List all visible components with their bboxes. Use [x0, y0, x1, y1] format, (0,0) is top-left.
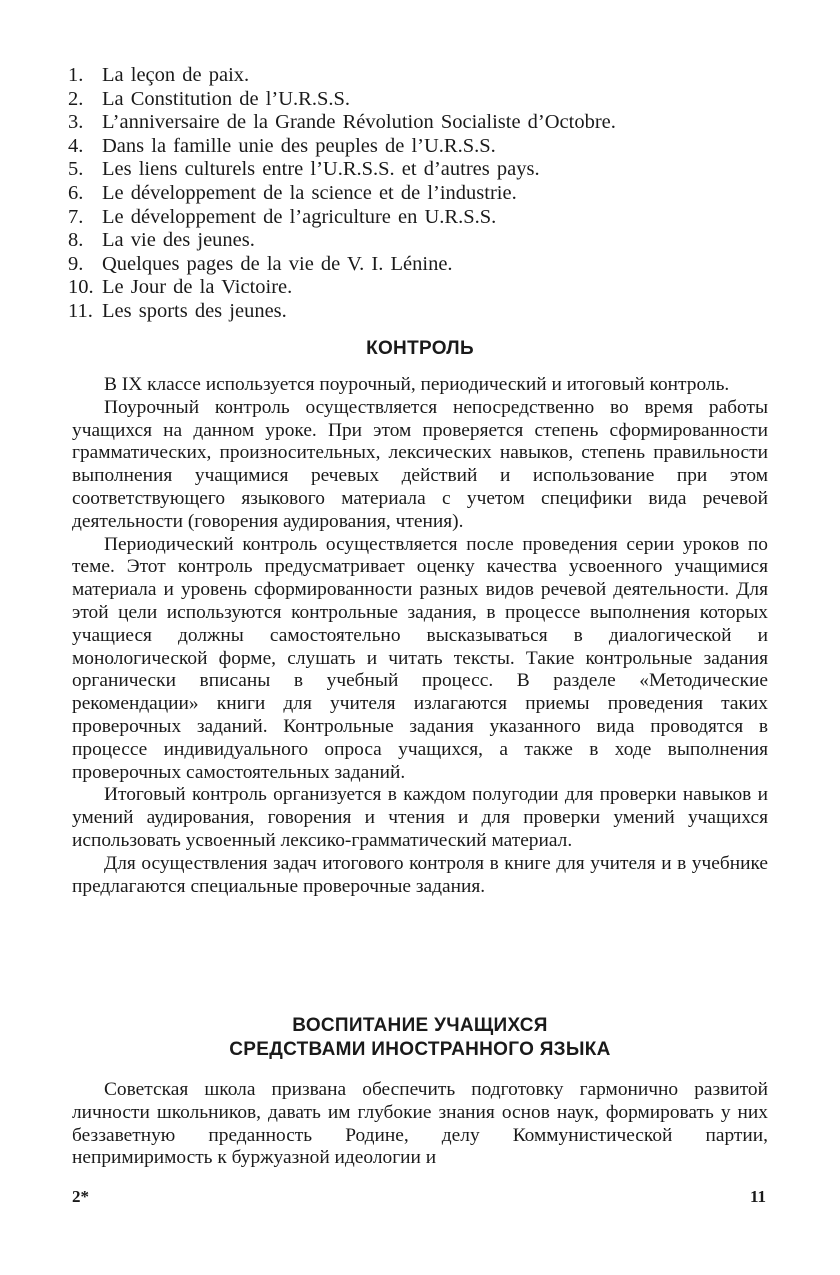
topic-item [68, 229, 768, 253]
topic-number: 11. [68, 299, 93, 322]
topic-text: L’anniversaire de la Grande Révolution Socialiste d’Octobre. [102, 111, 616, 134]
topic-text: La Constitution de l’U.R.S.S. [102, 87, 351, 110]
topic-number: 3. [68, 111, 84, 134]
topic-text: Les liens culturels entre l’U.R.S.S. et d’autres pays. [102, 158, 540, 181]
topic-item [68, 158, 768, 182]
paragraph: Итоговый контроль организуется в каждом полугодии для проверки навыков и умений аудирования, говорения и чтения и для проверки умений учащихся использовать усвоенный лексико-грамматический материал. [72, 784, 768, 851]
topic-text: Le développement de l’agriculture en U.R.S.S. [102, 205, 497, 228]
topic-list [68, 64, 768, 324]
topic-item [68, 111, 768, 135]
topic-text: Les sports des jeunes. [102, 299, 287, 322]
heading-line: СРЕДСТВАМИ ИНОСТРАННОГО ЯЗЫКА [229, 1039, 611, 1060]
topic-number: 9. [68, 252, 84, 275]
topic-text: La vie des jeunes. [102, 229, 255, 252]
paragraph: Для осуществления задач итогового контроля в книге для учителя и в учебнике предлагаются специальные проверочные задания. [72, 852, 768, 897]
topic-text: Le développement de la science et de l’industrie. [102, 181, 517, 204]
control-section-body [72, 374, 768, 898]
page-number: 11 [749, 1187, 766, 1206]
topic-number: 10. [68, 276, 94, 299]
topic-number: 7. [68, 205, 84, 228]
topic-item [68, 135, 768, 159]
topic-text: La leçon de paix. [102, 64, 250, 86]
printer-signature: 2* [72, 1187, 89, 1206]
topic-item [68, 276, 768, 300]
topic-number: 1. [68, 64, 84, 86]
topic-text: Quelques pages de la vie de V. I. Lénine. [102, 252, 453, 275]
topic-number: 4. [68, 134, 84, 157]
topic-item [68, 300, 768, 324]
paragraph: Периодический контроль осуществляется после проведения серии уроков по теме. Этот контроль предусматривает оценку качества усвоенного учащимися материала и уровень сформированности разных видов речевой деятельности. Для этой цели используются контрольные задания, в процессе выполнения которых учащиеся должны самостоятельно высказываться в диалогической и монологической форме, слушать и читать тексты. Такие контрольные задания органически вписаны в учебный процесс. В разделе «Методические рекомендации» книги для учителя излагаются приемы проведения таких проверочных заданий. Контрольные задания указанного вида проводятся в процессе индивидуального опроса учащихся, а также в ходе выполнения проверочных самостоятельных заданий. [72, 533, 768, 783]
topic-item [68, 206, 768, 230]
section-heading-control: КОНТРОЛЬ [366, 338, 474, 359]
topic-item [68, 64, 768, 88]
topic-item [68, 182, 768, 206]
topic-text: Le Jour de la Victoire. [102, 276, 293, 299]
paragraph: Советская школа призвана обеспечить подготовку гармонично развитой личности школьников, давать им глубокие знания основ наук, формировать у них беззаветную преданность Родине, делу Коммунистической партии, непримиримость к буржуазной идеологии и [72, 1079, 768, 1169]
topic-item [68, 88, 768, 112]
section-heading-education [0, 1014, 840, 1062]
heading-line: ВОСПИТАНИЕ УЧАЩИХСЯ [292, 1015, 548, 1036]
topic-number: 6. [68, 181, 84, 204]
topic-number: 2. [68, 87, 84, 110]
topic-number: 5. [68, 158, 84, 181]
education-section-body [72, 1079, 768, 1170]
topic-text: Dans la famille unie des peuples de l’U.R.S.S. [102, 134, 496, 157]
paragraph: В IX классе используется поурочный, периодический и итоговый контроль. [104, 374, 730, 395]
paragraph: Поурочный контроль осуществляется непосредственно во время работы учащихся на данном уроке. При этом проверяется степень сформированности грамматических, произносительных, лексических навыков, степень правильности выполнения учащимися речевых действий и использование при этом соответствующего языкового материала с учетом специфики вида речевой деятельности (говорения аудирования, чтения). [72, 396, 768, 532]
topic-number: 8. [68, 229, 84, 252]
topic-item [68, 253, 768, 277]
